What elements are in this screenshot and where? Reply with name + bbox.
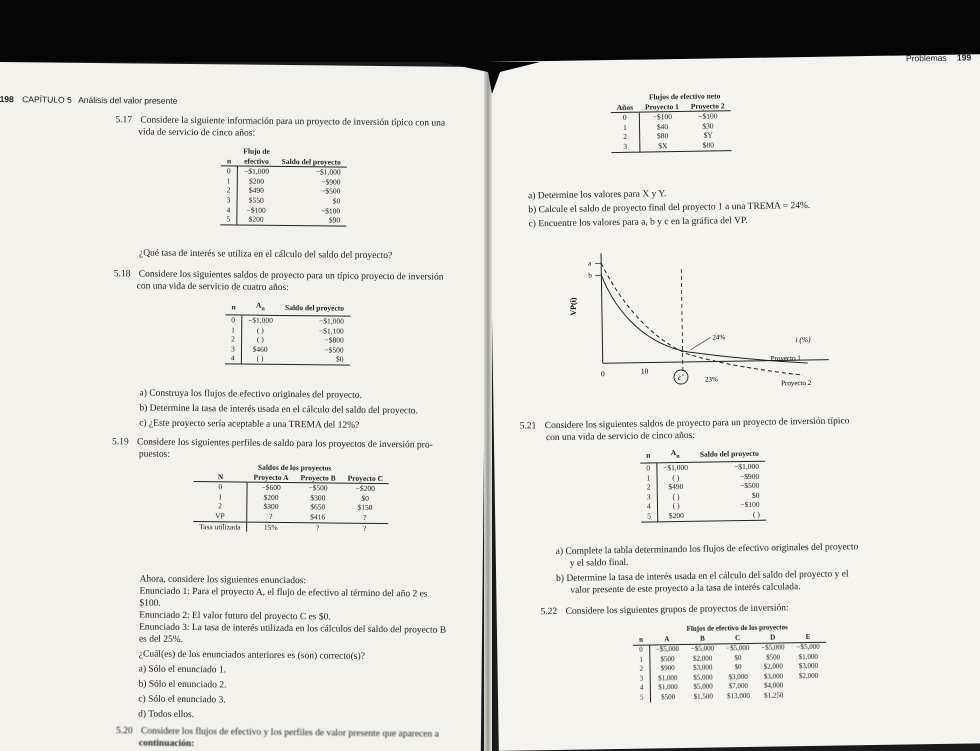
col-header: B [685, 634, 720, 645]
table-row: 2 ( ) −$800 [225, 335, 350, 346]
problem-text-cont: puestos: [138, 449, 171, 460]
table-row: 4 $1,000 $5,000 $7,000 $4,000 [634, 681, 827, 694]
left-chapter-label: CAPÍTULO 5 [22, 94, 72, 105]
statement-1: Enunciado 1: Para el proyecto A, el flujo de efectivo al término del año 2 es [139, 586, 428, 600]
option-c: c) Sólo el enunciado 3. [138, 694, 226, 706]
table-row: 0 −$100 −$100 [611, 111, 731, 123]
table-row: 3 ( ) $0 [641, 491, 766, 503]
col-header: n [221, 156, 237, 166]
table-row: 5 $200 ( ) [641, 510, 766, 522]
vertical-guide-c [681, 269, 683, 376]
npv-graph [561, 241, 843, 395]
x-tick-10: 10 [640, 366, 649, 376]
label-a: a [588, 259, 592, 268]
problem-number: 5.22 [540, 606, 558, 618]
book-gutter [484, 62, 492, 751]
group-title: Saldos de los proyectos [257, 462, 332, 473]
part-b: b) Determine la tasa de interés usada en el cálculo del saldo del proyecto y el [556, 569, 849, 584]
table-row: 3 $460 −$500 [225, 344, 350, 355]
col-header: Proyecto A [247, 472, 294, 483]
table-5-19 [193, 462, 389, 533]
table-row: 2 $490 −$500 [221, 186, 347, 197]
left-page-number: 198 [0, 93, 14, 105]
table-row: VP ? $416 ? [193, 511, 389, 523]
problem-text: Considere los siguientes perfiles de saldo para los proyectos de inversión pro- [136, 437, 433, 451]
col-header: $A_n$ [656, 448, 694, 463]
table-5-22 [633, 623, 827, 703]
col-header: n [225, 300, 241, 315]
table-title: Flujos de efectivo de los proyectos [686, 623, 788, 633]
left-page-header [0, 94, 177, 106]
problem-5-22 [541, 602, 789, 618]
label-proyecto-1: Proyecto 1 [770, 354, 801, 363]
problem-text-cont: con una vida de servicio de cuatro años: [136, 281, 289, 294]
table-5-21 [640, 447, 766, 523]
table-flujos-neto [611, 91, 732, 152]
scanner-fold-shadow [440, 56, 540, 96]
problem-number: 5.17 [115, 115, 133, 126]
problem-text-cont: continuación: [138, 738, 195, 750]
table-row: 1 ( ) −$1,100 [225, 325, 350, 336]
table-row: 4 ( ) −$100 [641, 500, 766, 512]
statement-3: Enunciado 3: La tasa de interés utilizada en los cálculos del saldo del proyecto B [139, 622, 447, 636]
col-header: Proyecto B [295, 473, 342, 484]
option-b: b) Sólo el enunciado 2. [138, 679, 227, 691]
table-row: 3 $1,000 $5,000 $3,000 $3,000 $2,000 [634, 671, 827, 684]
part-b: b) Calcule el saldo de proyecto final del proyecto 1 a una TREMA = 24%. [528, 200, 811, 216]
label-c: c [677, 373, 682, 383]
curve-proyecto-1 [601, 272, 807, 366]
table-row: 0 −$1,000 −$1,000 [225, 315, 350, 326]
label-proyecto-2: Proyecto 2 [781, 378, 812, 388]
col-header: n [640, 448, 656, 463]
part-a: a) Determine los valores para X y Y. [528, 189, 667, 202]
problem-number: 5.20 [115, 726, 133, 737]
table-row: 5 $500 $1,500 $13,000 $1,250 [634, 690, 827, 703]
y-axis-label: VP(i) [568, 297, 578, 316]
table-row: 0 −$600 −$500 −$200 [194, 482, 390, 494]
left-page [0, 62, 488, 751]
x-tick-0: 0 [600, 369, 605, 379]
y-axis [601, 253, 603, 363]
option-a: a) Sólo el enunciado 1. [138, 664, 227, 676]
problem-text-cont: con una vida de servicio de cinco años: [545, 430, 696, 444]
problem-number: 5.21 [519, 421, 537, 432]
table-row: 4 ( ) $0 [225, 354, 350, 365]
label-23-percent: 23% [704, 375, 718, 384]
table-row: 5 $200 $90 [220, 214, 346, 225]
right-page [488, 54, 980, 751]
col-header: $A_n$ [242, 301, 280, 316]
label-24-percent: 24% [712, 333, 726, 342]
table-row: 3 $X $80 [611, 140, 731, 152]
col-header: efectivo [237, 156, 276, 166]
part-a: a) Complete la tabla determinando los flujos de efectivo originales del proyecto [555, 542, 859, 557]
part-c: c) ¿Este proyecto sería aceptable a una TREMA del 12%? [139, 418, 360, 431]
part-b-cont: valor presente de este proyecto a la tasa de interés calculada. [570, 582, 801, 596]
table-5-18 [225, 300, 350, 365]
problem-number: 5.19 [111, 437, 129, 448]
part-a: a) Construya los flujos de efectivo originales del proyecto. [139, 388, 362, 401]
table-row: 1 $500 $2,000 $0 $500 $1,000 [633, 652, 826, 665]
col-header: N [194, 472, 248, 483]
right-page-header [906, 52, 971, 63]
problem-text: Considere los flujos de efectivo y los perfiles de valor presente que aparecen a [140, 726, 439, 740]
table-row: 2 $900 $3,000 $0 $2,000 $3,000 [633, 662, 826, 675]
table-5-17 [220, 146, 347, 226]
question-text: ¿Cuál(es) de los enunciados anteriores es (son) correcto(s)? [138, 649, 365, 662]
problem-text: Considere los siguientes saldos de proyecto para un proyecto de inversión típico [544, 416, 850, 432]
table-row: Tasa utilizada 15% ? ? [193, 521, 389, 533]
label-i-percent: i (%) [795, 334, 811, 345]
table-row: 2 $80 $Y [611, 131, 731, 142]
table-row: 0 −$1,000 −$1,000 [221, 166, 347, 177]
problem-text-cont: vida de servicio de cinco años: [138, 127, 256, 139]
col-header: Saldo del proyecto [276, 156, 347, 167]
part-a-cont: y el saldo final. [569, 557, 629, 569]
col-header: n [633, 635, 649, 645]
question-text: ¿Qué tasa de interés se utiliza en el cálculo del saldo del proyecto? [138, 248, 393, 262]
option-d: d) Todos ellos. [138, 709, 195, 721]
col-header: Años [611, 102, 639, 113]
col-header: C [720, 633, 755, 644]
col-header: Proyecto C [342, 473, 390, 484]
table-row: 2 $490 −$500 [641, 481, 766, 493]
table-row: 1 $40 $30 [611, 121, 731, 132]
col-header: Proyecto 2 [685, 101, 731, 112]
table-row: 4 −$100 −$100 [220, 205, 346, 216]
table-row: 1 $200 −$900 [221, 176, 347, 187]
problem-number: 5.18 [113, 269, 131, 280]
problem-text: Considere los siguientes saldos de proyecto para un típico proyecto de inversión [138, 269, 444, 283]
table-row: 0 −$1,000 −$1,000 [640, 461, 765, 473]
table-row: 1 $200 $300 $0 [193, 492, 389, 504]
col-header: Saldo del proyecto [694, 447, 765, 463]
right-section-title: Problemas [905, 52, 947, 64]
part-b: b) Determine la tasa de interés usada en el cálculo del saldo del proyecto. [139, 403, 418, 417]
problem-text: Considere la siguiente información para un proyecto de inversión típico con una [140, 115, 446, 129]
table-row: 2 $300 $650 $150 [193, 501, 389, 513]
table-row: 0 −$5,000 −$5,000 −$5,000 −$5,000 −$5,000 [633, 642, 826, 655]
table-row: 1 ( ) −$900 [640, 471, 765, 483]
col-header: D [755, 633, 790, 644]
col-header: A [649, 634, 685, 645]
col-header: Flujo de [243, 146, 270, 156]
col-header: Saldo del proyecto [279, 301, 350, 316]
statement-1-cont: $100. [139, 598, 161, 609]
left-chapter-title: Análisis del valor presente [78, 94, 178, 106]
problem-text: Considere los siguientes grupos de proyectos de inversión: [565, 603, 789, 617]
right-page-number: 199 [956, 52, 972, 63]
statement-2: Enunciado 2: El valor futuro del proyecto C es $0. [139, 610, 331, 623]
table-row: 3 $550 $0 [221, 195, 347, 206]
col-header: E [790, 632, 825, 643]
part-c: c) Encuentre los valores para a, b y c en la gráfica del VP. [528, 215, 748, 230]
statement-3-cont: es del 25%. [138, 634, 184, 645]
table-title: Flujos de efectivo neto [648, 91, 721, 102]
scanner-black-border [0, 0, 980, 62]
col-header: Proyecto 1 [639, 102, 685, 113]
label-b: b [588, 271, 592, 280]
statement-intro: Ahora, considere los siguientes enunciados: [139, 574, 307, 587]
